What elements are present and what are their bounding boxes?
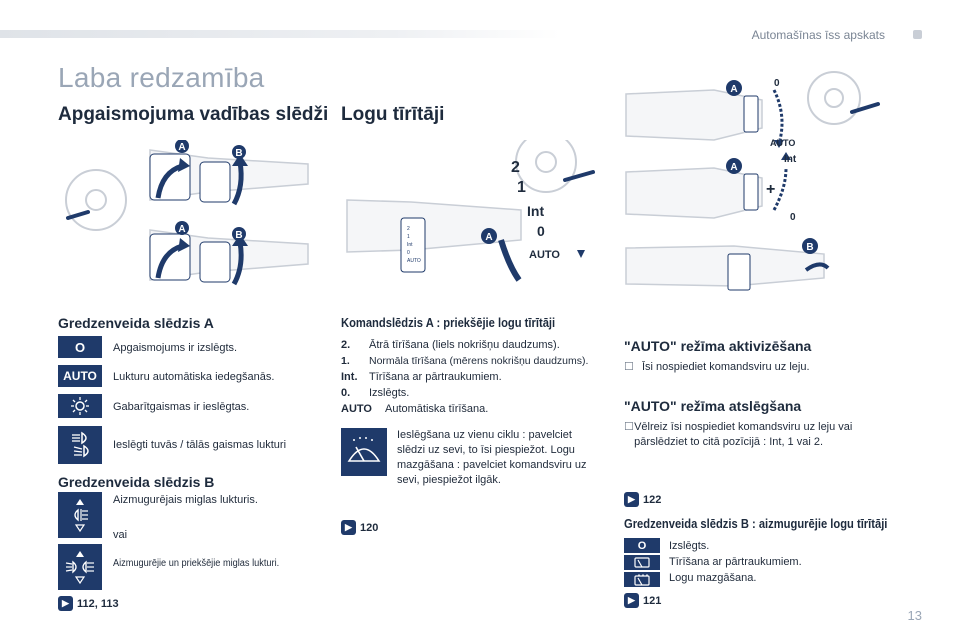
auto-mode-illustration: [624, 70, 886, 298]
washer-text: Ieslēgšana uz vienu ciklu : pavelciet slēdzi uz sevi, to īsi piespiežot. Logu mazgāšana : pavelciet komandsviru uz sevi, piespiežot ilgāk.: [397, 429, 587, 486]
svg-text:Int: Int: [407, 242, 413, 248]
wipers-title: Logu tīrītāji: [341, 104, 445, 125]
list-item: AUTO Automātiska tīrīšana.: [341, 403, 489, 415]
header-bar: [0, 30, 560, 38]
page-link-icon: ▶: [624, 492, 639, 507]
svg-text:0: 0: [407, 250, 410, 256]
rear-washer-text: Logu mazgāšana.: [669, 572, 757, 584]
svg-text:A: A: [178, 224, 186, 235]
front-rear-fog-icon: [58, 544, 102, 590]
wiper-pos-auto-label: AUTO: [529, 249, 560, 261]
command-a-title: Komandslēdzis A : priekšējie logu tīrītāji: [341, 315, 556, 330]
lighting-title: Apgaismojuma vadības slēdži: [58, 104, 329, 125]
rear-fog-text: Aizmugurējais miglas lukturis.: [113, 494, 258, 506]
page-title: Laba redzamība: [58, 62, 265, 93]
wipers-ref-text: 120: [360, 521, 379, 534]
svg-text:B: B: [235, 230, 243, 241]
rear-wiper-page-ref[interactable]: [624, 593, 661, 608]
sidelight-text: Gabarītgaismas ir ieslēgtas.: [113, 401, 250, 413]
auto-auto-label: AUTO: [770, 138, 796, 148]
wiper-pos-0-label: 0: [537, 223, 545, 239]
wiper-pos-1-label: 1: [517, 179, 526, 196]
header-section-title: Automašīnas īss apskats: [751, 28, 885, 42]
page-number: 13: [907, 608, 922, 623]
auto-off-title: "AUTO" režīma atslēgšana: [624, 398, 802, 414]
page-link-icon: ▶: [341, 520, 356, 535]
svg-text:A: A: [178, 142, 186, 153]
svg-text:1: 1: [407, 234, 410, 240]
rear-wiper-ref-text: 121: [643, 594, 662, 607]
light-off-icon: O: [58, 336, 102, 358]
or-text: vai: [113, 529, 128, 541]
rear-wiper-intermittent-text: Tīrīšana ar pārtraukumiem.: [669, 556, 802, 568]
auto-page-ref[interactable]: [624, 492, 661, 507]
wiper-positions-list: [341, 337, 611, 417]
auto-a-top-label: A: [730, 84, 738, 95]
auto-on-title: "AUTO" režīma aktivizēšana: [624, 338, 812, 354]
bullet-icon: ☐: [624, 361, 634, 373]
auto-light-icon: AUTO: [58, 365, 102, 387]
lighting-illustration: [58, 140, 320, 308]
page-link-icon: ▶: [624, 593, 639, 608]
wipers-illustration: [341, 140, 603, 308]
bullet-icon: ☐: [624, 421, 634, 433]
rear-wiper-off-text: Izslēgts.: [669, 540, 710, 552]
auto-on-item: ☐ Īsi nospiediet komandsviru uz leju.: [624, 361, 810, 373]
ring-a-title: Gredzenveida slēdzis A: [58, 315, 214, 331]
auto-zero-bottom-label: 0: [790, 212, 796, 223]
auto-a-mid-label: A: [730, 162, 738, 173]
svg-text:2: 2: [407, 226, 410, 232]
ring-b-title: Gredzenveida slēdzis B: [58, 474, 215, 490]
list-item: Int. Tīrīšana ar pārtraukumiem.: [341, 371, 502, 383]
rear-wiper-intermittent-icon: [624, 555, 660, 570]
wiper-pos-int-label: Int: [527, 203, 545, 219]
svg-text:AUTO: AUTO: [407, 258, 421, 264]
lighting-page-ref[interactable]: [58, 596, 119, 611]
wiper-a-label: A: [485, 232, 493, 243]
front-rear-fog-text: Aizmugurējie un priekšējie miglas lukturi.: [113, 558, 280, 569]
auto-b-label: B: [806, 242, 814, 253]
headlight-icon: [58, 426, 102, 464]
auto-int-label: Int: [784, 154, 797, 165]
rear-fog-icon: [58, 492, 102, 538]
rear-wiper-title: Gredzenveida slēdzis B : aizmugurējie logu tīrītāji: [624, 516, 888, 531]
page-link-icon: ▶: [58, 596, 73, 611]
wiper-pos-2-label: 2: [511, 159, 520, 176]
header-marker-icon: [913, 30, 922, 39]
auto-light-text: Lukturu automātiska iedegšanās.: [113, 371, 275, 383]
list-item: 1. Normāla tīrīšana (mērens nokrišņu daudzums).: [341, 355, 589, 367]
lighting-ref-text: 112, 113: [77, 597, 119, 610]
svg-text:B: B: [235, 148, 243, 159]
headlight-text: Ieslēgti tuvās / tālās gaismas lukturi: [113, 439, 287, 451]
rear-wiper-off-icon: O: [624, 538, 660, 553]
sidelight-icon: [58, 394, 102, 418]
list-item: 0. Izslēgts.: [341, 387, 410, 399]
auto-ref-text: 122: [643, 493, 662, 506]
wipers-page-ref[interactable]: [341, 520, 378, 535]
auto-zero-top-label: 0: [774, 78, 780, 89]
list-item: 2. Ātrā tīrīšana (liels nokrišņu daudzums).: [341, 339, 560, 351]
auto-off-item: ☐ Vēlreiz īsi nospiediet komandsviru uz leju vai pārslēdziet to citā pozīcijā : Int, 1 vai 2.: [624, 421, 853, 448]
windscreen-washer-icon: [341, 428, 387, 476]
rear-washer-icon: [624, 572, 660, 587]
auto-plus-label: +: [766, 181, 776, 198]
light-off-text: Apgaismojums ir izslēgts.: [113, 342, 238, 354]
